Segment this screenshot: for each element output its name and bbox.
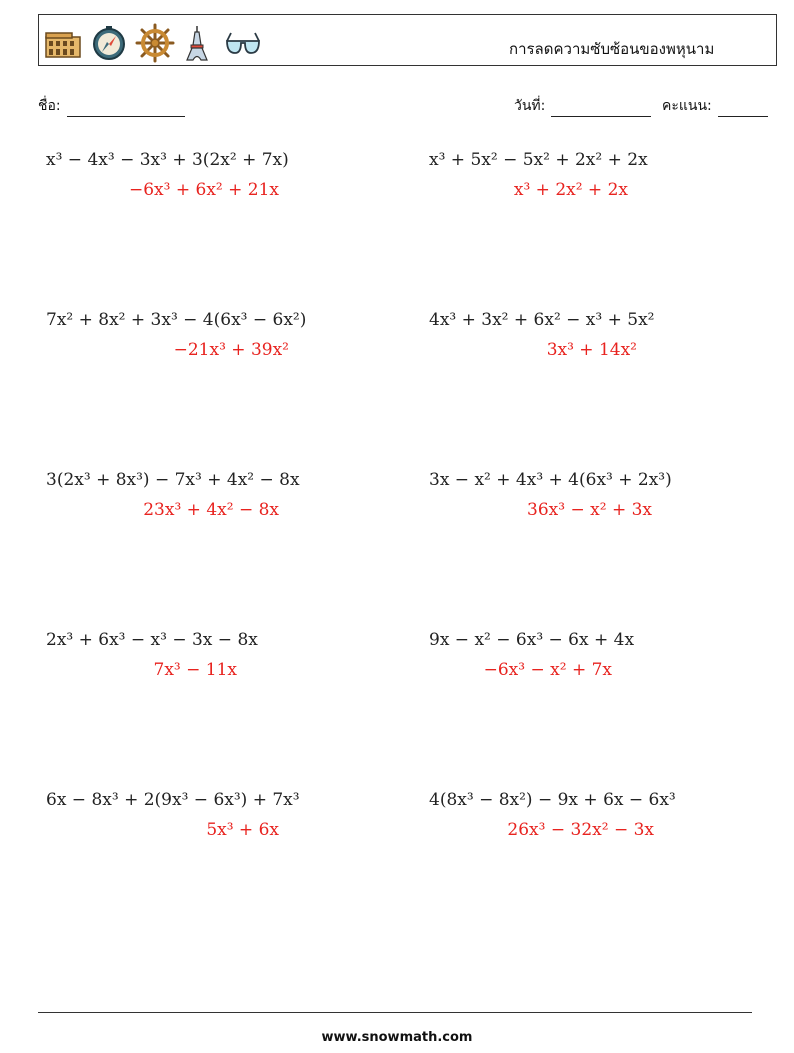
answer-8: −6x³ − x² + 7x [483, 660, 612, 680]
score-field [662, 95, 768, 117]
date-blank[interactable] [551, 101, 651, 117]
problem-4: 4x³ + 3x² + 6x² − x³ + 5x² [429, 310, 655, 330]
ship-wheel-icon [135, 23, 175, 63]
answer-6: 36x³ − x² + 3x [527, 500, 652, 520]
colosseum-icon [43, 23, 83, 63]
answer-3: −21x³ + 39x² [173, 340, 289, 360]
name-blank[interactable] [67, 101, 185, 117]
problem-1: x³ − 4x³ − 3x³ + 3(2x² + 7x) [46, 150, 289, 170]
date-field [514, 95, 651, 117]
answer-4: 3x³ + 14x² [546, 340, 637, 360]
worksheet-header [38, 14, 777, 66]
date-label: วันที่: [514, 98, 546, 114]
answer-9: 5x³ + 6x [206, 820, 279, 840]
footer-divider [38, 1012, 752, 1013]
compass-icon [89, 23, 129, 63]
problem-6: 3x − x² + 4x³ + 4(6x³ + 2x³) [429, 470, 672, 490]
problem-3: 7x² + 8x² + 3x³ − 4(6x³ − 6x²) [46, 310, 307, 330]
answer-5: 23x³ + 4x² − 8x [143, 500, 279, 520]
sunglasses-icon [223, 23, 263, 63]
answer-10: 26x³ − 32x² − 3x [507, 820, 654, 840]
problem-7: 2x³ + 6x³ − x³ − 3x − 8x [46, 630, 258, 650]
score-label: คะแนน: [662, 98, 712, 114]
name-field [38, 95, 185, 117]
score-blank[interactable] [718, 101, 768, 117]
answer-1: −6x³ + 6x² + 21x [128, 180, 279, 200]
problem-2: x³ + 5x² − 5x² + 2x² + 2x [429, 150, 648, 170]
problem-9: 6x − 8x³ + 2(9x³ − 6x³) + 7x³ [46, 790, 300, 810]
answer-2: x³ + 2x² + 2x [513, 180, 628, 200]
footer-url[interactable]: www.snowmath.com [321, 1030, 473, 1045]
worksheet-title: การลดความซับซ้อนของพหุนาม [509, 40, 715, 58]
problem-5: 3(2x³ + 8x³) − 7x³ + 4x² − 8x [46, 470, 300, 490]
problem-8: 9x − x² − 6x³ − 6x + 4x [429, 630, 635, 650]
answer-7: 7x³ − 11x [153, 660, 237, 680]
problem-10: 4(8x³ − 8x²) − 9x + 6x − 6x³ [429, 790, 676, 810]
name-label: ชื่อ: [38, 98, 61, 114]
eiffel-tower-icon [177, 23, 217, 63]
